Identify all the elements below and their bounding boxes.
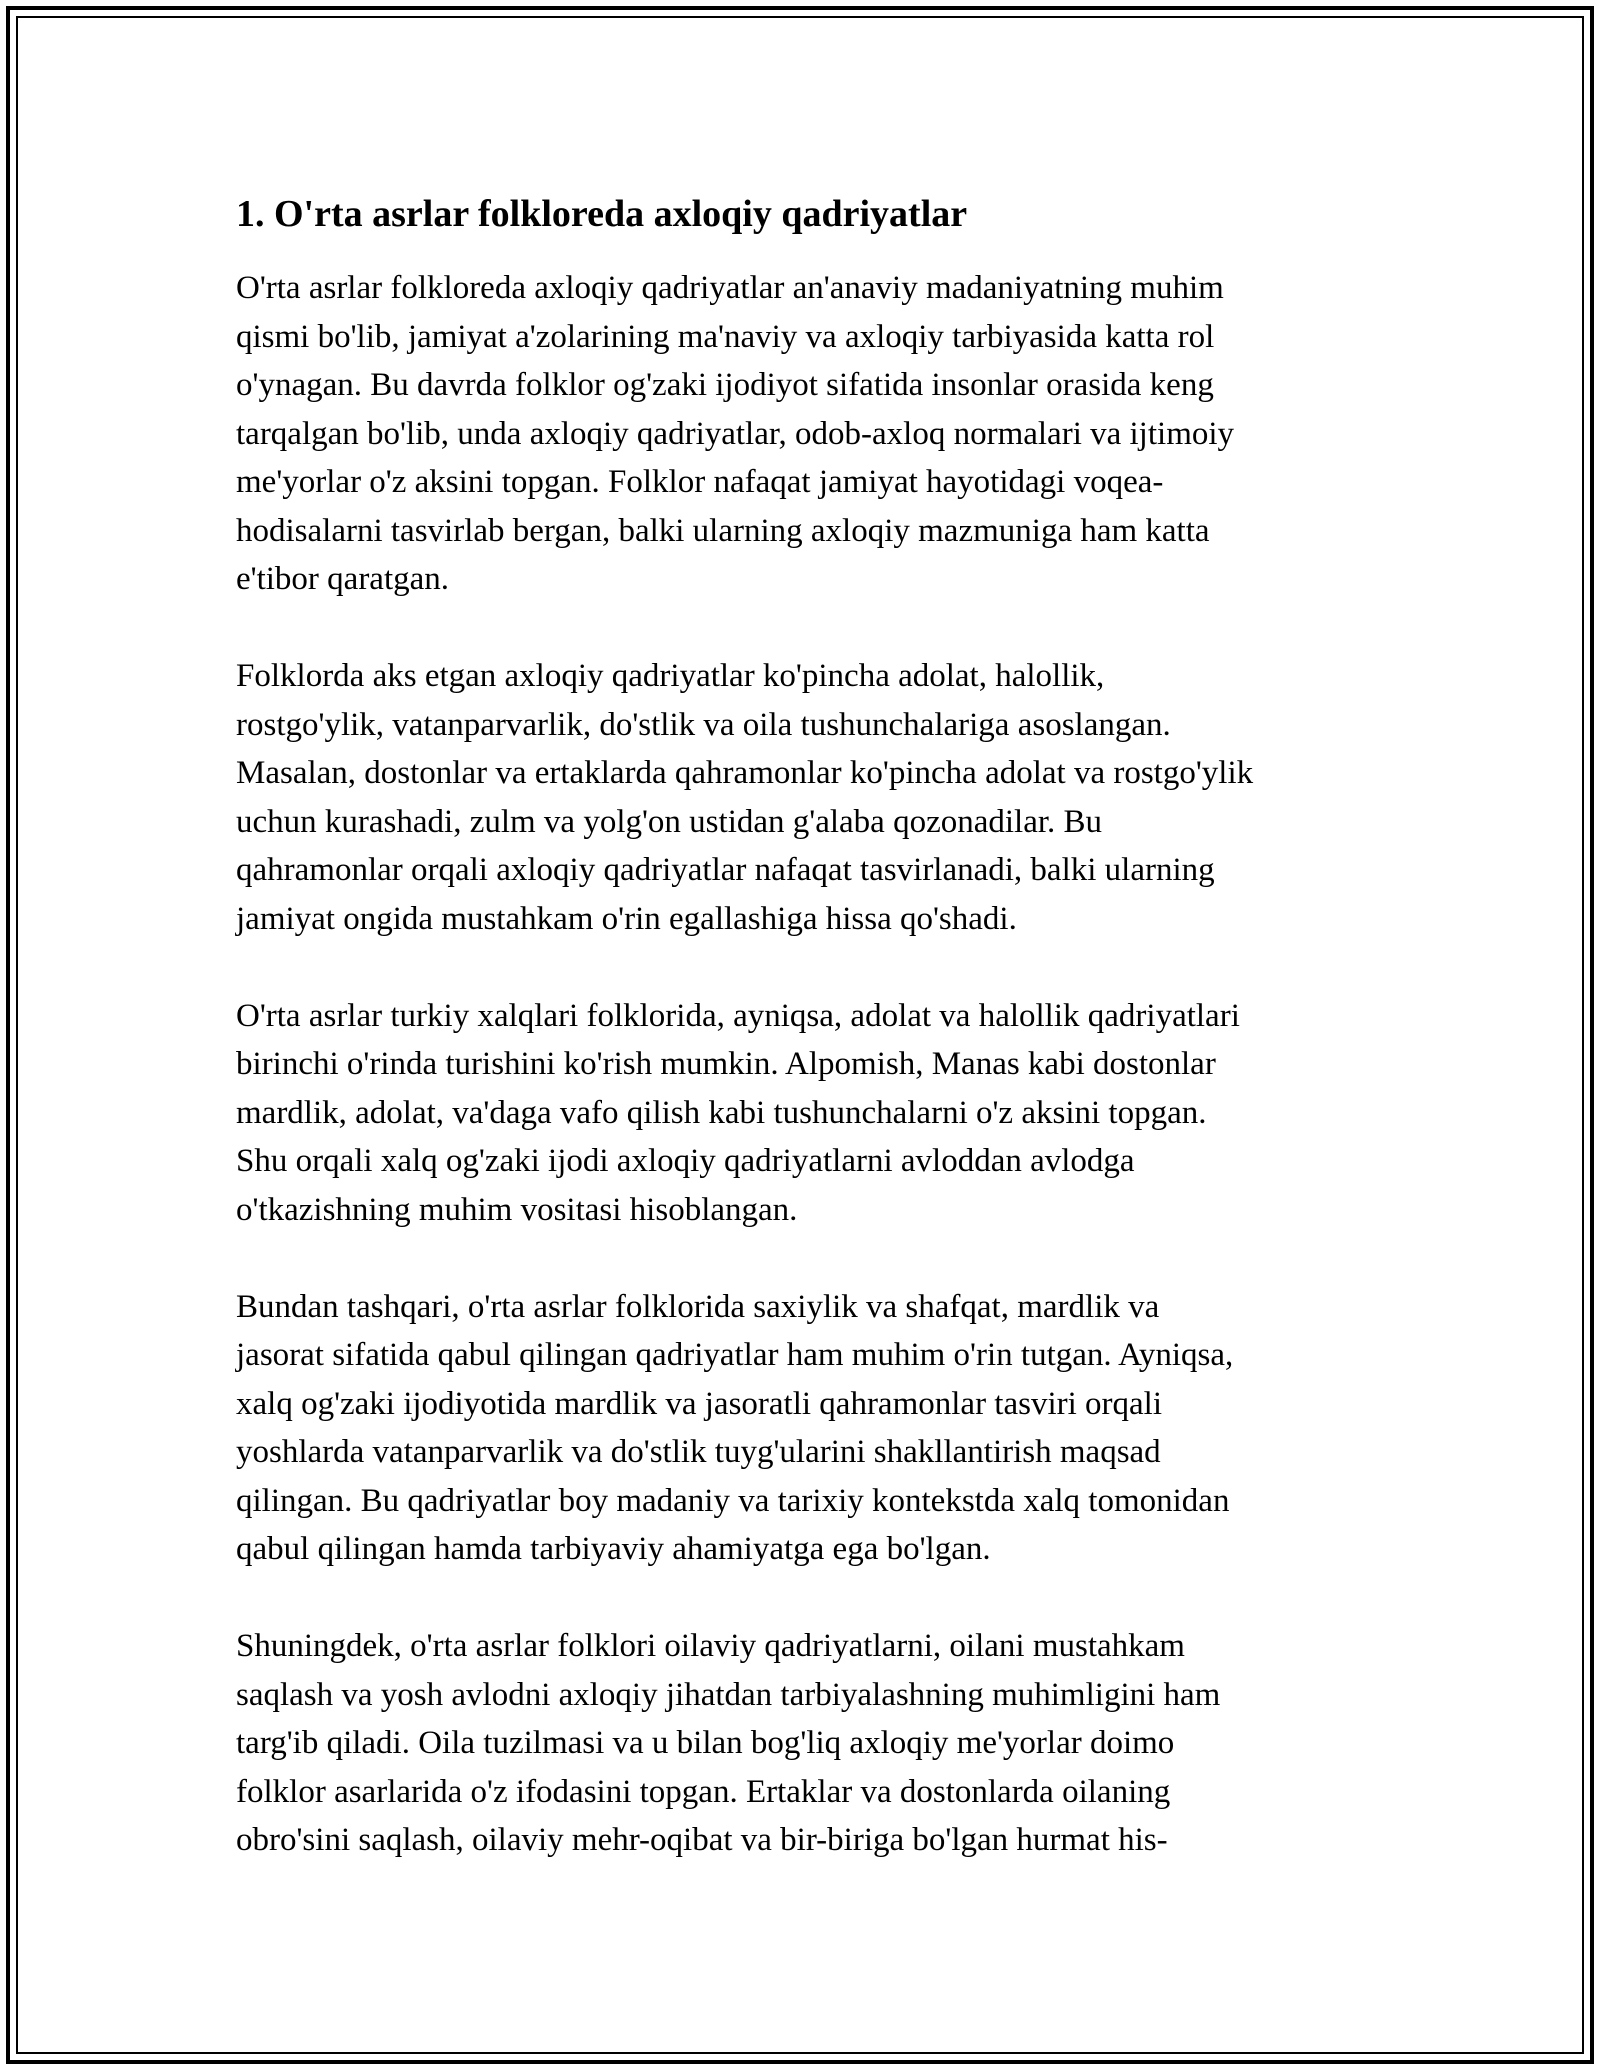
text-line: jamiyat ongida mustahkam o'rin egallashiga hissa qo'shadi. bbox=[236, 900, 1017, 937]
text-line: hodisalarni tasvirlab bergan, balki ularning axloqiy mazmuniga ham katta bbox=[236, 512, 1210, 549]
text-line: o'ynagan. Bu davrda folklor og'zaki ijodiyot sifatida insonlar orasida keng bbox=[236, 367, 1214, 403]
text-line: Masalan, dostonlar va ertaklarda qahramonlar ko'pincha adolat va rostgo'ylik bbox=[236, 755, 1254, 791]
text-line: saqlash va yosh avlodni axloqiy jihatdan tarbiyalashning muhimligini ham bbox=[236, 1676, 1221, 1713]
text-line: qilingan. Bu qadriyatlar boy madaniy va tarixiy kontekstda xalq tomonidan bbox=[236, 1482, 1230, 1519]
text-line: jasorat sifatida qabul qilingan qadriyatlar ham muhim o'rin tutgan. Ayniqsa, bbox=[236, 1337, 1234, 1373]
paragraph-2 bbox=[236, 652, 1376, 943]
text-line: mardlik, adolat, va'daga vafo qilish kabi tushunchalarni o'z aksini topgan. bbox=[236, 1094, 1207, 1131]
text-line: rostgo'ylik, vatanparvarlik, do'stlik va oila tushunchalariga asoslangan. bbox=[236, 706, 1171, 743]
text-line: xalq og'zaki ijodiyotida mardlik va jasoratli qahramonlar tasviri orqali bbox=[236, 1385, 1163, 1422]
text-line: targ'ib qiladi. Oila tuzilmasi va u bilan bog'liq axloqiy me'yorlar doimo bbox=[236, 1725, 1175, 1761]
text-line: uchun kurashadi, zulm va yolg'on ustidan g'alaba qozonadilar. Bu bbox=[236, 803, 1103, 840]
text-line: qahramonlar orqali axloqiy qadriyatlar nafaqat tasvirlanadi, balki ularning bbox=[236, 852, 1215, 888]
text-line: O'rta asrlar turkiy xalqlari folklorida, ayniqsa, adolat va halollik qadriyatlari bbox=[236, 997, 1240, 1034]
paragraph-1 bbox=[236, 264, 1376, 604]
text-line: birinchi o'rinda turishini ko'rish mumkin. Alpomish, Manas kabi dostonlar bbox=[236, 1046, 1216, 1082]
text-line: obro'sini saqlash, oilaviy mehr-oqibat va bir-biriga bo'lgan hurmat his- bbox=[236, 1822, 1168, 1858]
text-line: qismi bo'lib, jamiyat a'zolarining ma'naviy va axloqiy tarbiyasida katta rol bbox=[236, 318, 1215, 355]
text-line: tarqalgan bo'lib, unda axloqiy qadriyatlar, odob-axloq normalari va ijtimoiy bbox=[236, 415, 1235, 452]
section-heading: 1. O'rta asrlar folkloreda axloqiy qadriyatlar bbox=[236, 193, 968, 235]
text-line: folklor asarlarida o'z ifodasini topgan. Ertaklar va dostonlarda oilaning bbox=[236, 1773, 1171, 1810]
text-line: me'yorlar o'z aksini topgan. Folklor nafaqat jamiyat hayotidagi voqea- bbox=[236, 464, 1164, 500]
text-line: e'tibor qaratgan. bbox=[236, 561, 450, 597]
text-line: o'tkazishning muhim vositasi hisoblangan. bbox=[236, 1191, 798, 1228]
text-line: Bundan tashqari, o'rta asrlar folklorida saxiylik va shafqat, mardlik va bbox=[236, 1288, 1160, 1325]
document-body bbox=[236, 186, 1376, 1865]
text-line: Folklorda aks etgan axloqiy qadriyatlar ko'pincha adolat, halollik, bbox=[236, 658, 1105, 694]
text-line: Shuningdek, o'rta asrlar folklori oilaviy qadriyatlarni, oilani mustahkam bbox=[236, 1628, 1185, 1664]
paragraph-4 bbox=[236, 1283, 1376, 1574]
paragraph-5 bbox=[236, 1622, 1376, 1865]
text-line: Shu orqali xalq og'zaki ijodi axloqiy qadriyatlarni avloddan avlodga bbox=[236, 1143, 1135, 1179]
text-line: qabul qilingan hamda tarbiyaviy ahamiyatga ega bo'lgan. bbox=[236, 1531, 991, 1567]
paragraph-3 bbox=[236, 992, 1376, 1235]
text-line: O'rta asrlar folkloreda axloqiy qadriyatlar an'anaviy madaniyatning muhim bbox=[236, 270, 1224, 306]
text-line: yoshlarda vatanparvarlik va do'stlik tuyg'ularini shakllantirish maqsad bbox=[236, 1434, 1161, 1470]
